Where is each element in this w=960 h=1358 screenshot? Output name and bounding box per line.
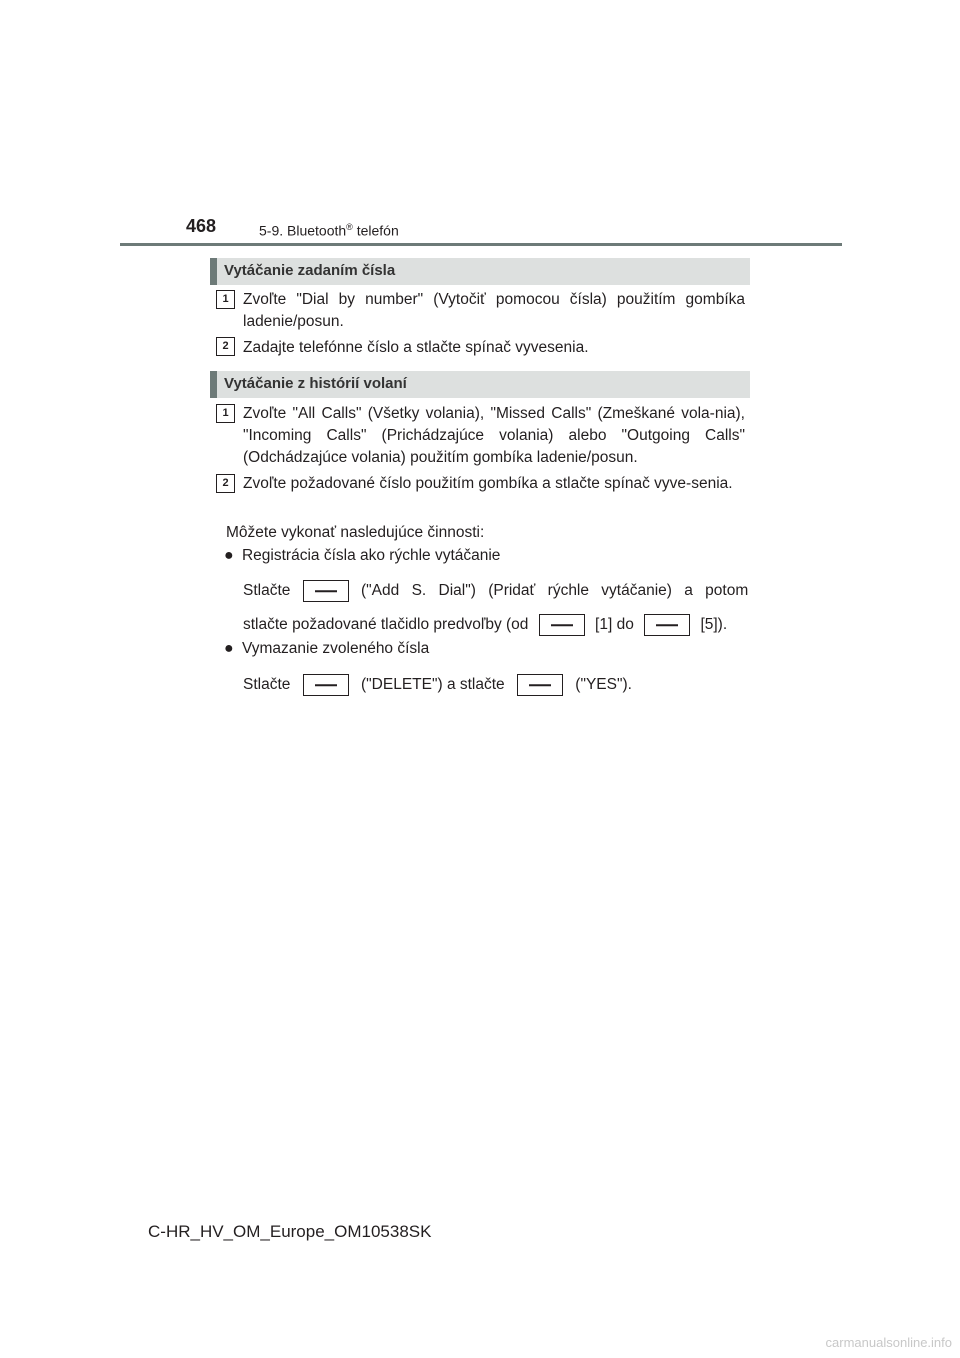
- instruction-line: [243, 580, 748, 602]
- instruction-text: ("DELETE") a stlačte: [361, 676, 505, 694]
- screen-button-icon: [539, 614, 585, 636]
- instruction-text: ("YES").: [575, 676, 632, 694]
- bullet-item: [224, 545, 500, 567]
- instruction-text: stlačte požadované tlačidlo predvoľby (od: [243, 616, 529, 634]
- section-prefix: 5-9. Bluetooth: [259, 222, 347, 239]
- registered-mark: ®: [346, 222, 353, 232]
- screen-button-icon: [644, 614, 690, 636]
- step-text: Zadajte telefónne číslo a stlačte spínač vyvesenia.: [243, 339, 589, 356]
- bullet-title: Vymazanie zvoleného čísla: [241, 640, 430, 657]
- instruction-text: ("Add S. Dial") (Pridať rýchle vytáčanie) a potom: [361, 582, 749, 600]
- step-text: Zvoľte požadované číslo použitím gombíka a stlačte spínač vyve-senia.: [243, 475, 733, 492]
- heading-dial-by-number: [210, 258, 750, 285]
- step-text: Zvoľte "All Calls" (Všetky volania), "Missed Calls" (Zmeškané vola-nia), "Incoming Calls" (Prichádzajúce volania) alebo "Outgoing Calls" (Odchádzajúce volania) použitím gombíka ladenie/posun.: [243, 405, 745, 466]
- step-number-badge: 2: [216, 337, 235, 356]
- instruction-text: Stlačte: [243, 676, 291, 694]
- instruction-line: [243, 674, 632, 696]
- heading-text: Vytáčanie zadaním čísla: [224, 262, 396, 279]
- screen-button-icon: [303, 674, 349, 696]
- header-rule: [120, 243, 842, 246]
- instruction-text: [5]).: [700, 616, 728, 634]
- bullet-title: Registrácia čísla ako rýchle vytáčanie: [241, 547, 501, 564]
- page-number: 468: [186, 216, 217, 236]
- section-title: [259, 222, 399, 239]
- section-suffix: telefón: [352, 222, 399, 239]
- intro-text: Môžete vykonať nasledujúce činnosti:: [226, 524, 485, 541]
- heading-call-history: [210, 371, 750, 398]
- step-number-badge: 2: [216, 474, 235, 493]
- step-number-badge: 1: [216, 290, 235, 309]
- bullet-icon: ●: [224, 640, 234, 657]
- step-text: Zvoľte "Dial by number" (Vytočiť pomocou čísla) použitím gombíka ladenie/posun.: [243, 291, 745, 330]
- bullet-item: [224, 638, 429, 660]
- instruction-line: [243, 614, 727, 636]
- heading-accent: [210, 371, 217, 398]
- heading-text: Vytáčanie z histórií volaní: [224, 375, 407, 392]
- document-id: C-HR_HV_OM_Europe_OM10538SK: [148, 1222, 432, 1241]
- instruction-text: [1] do: [595, 616, 634, 634]
- bullet-icon: ●: [224, 547, 234, 564]
- screen-button-icon: [517, 674, 563, 696]
- heading-accent: [210, 258, 217, 285]
- instruction-text: Stlačte: [243, 582, 291, 600]
- screen-button-icon: [303, 580, 349, 602]
- watermark: carmanualsonline.info: [825, 1335, 952, 1350]
- step-number-badge: 1: [216, 404, 235, 423]
